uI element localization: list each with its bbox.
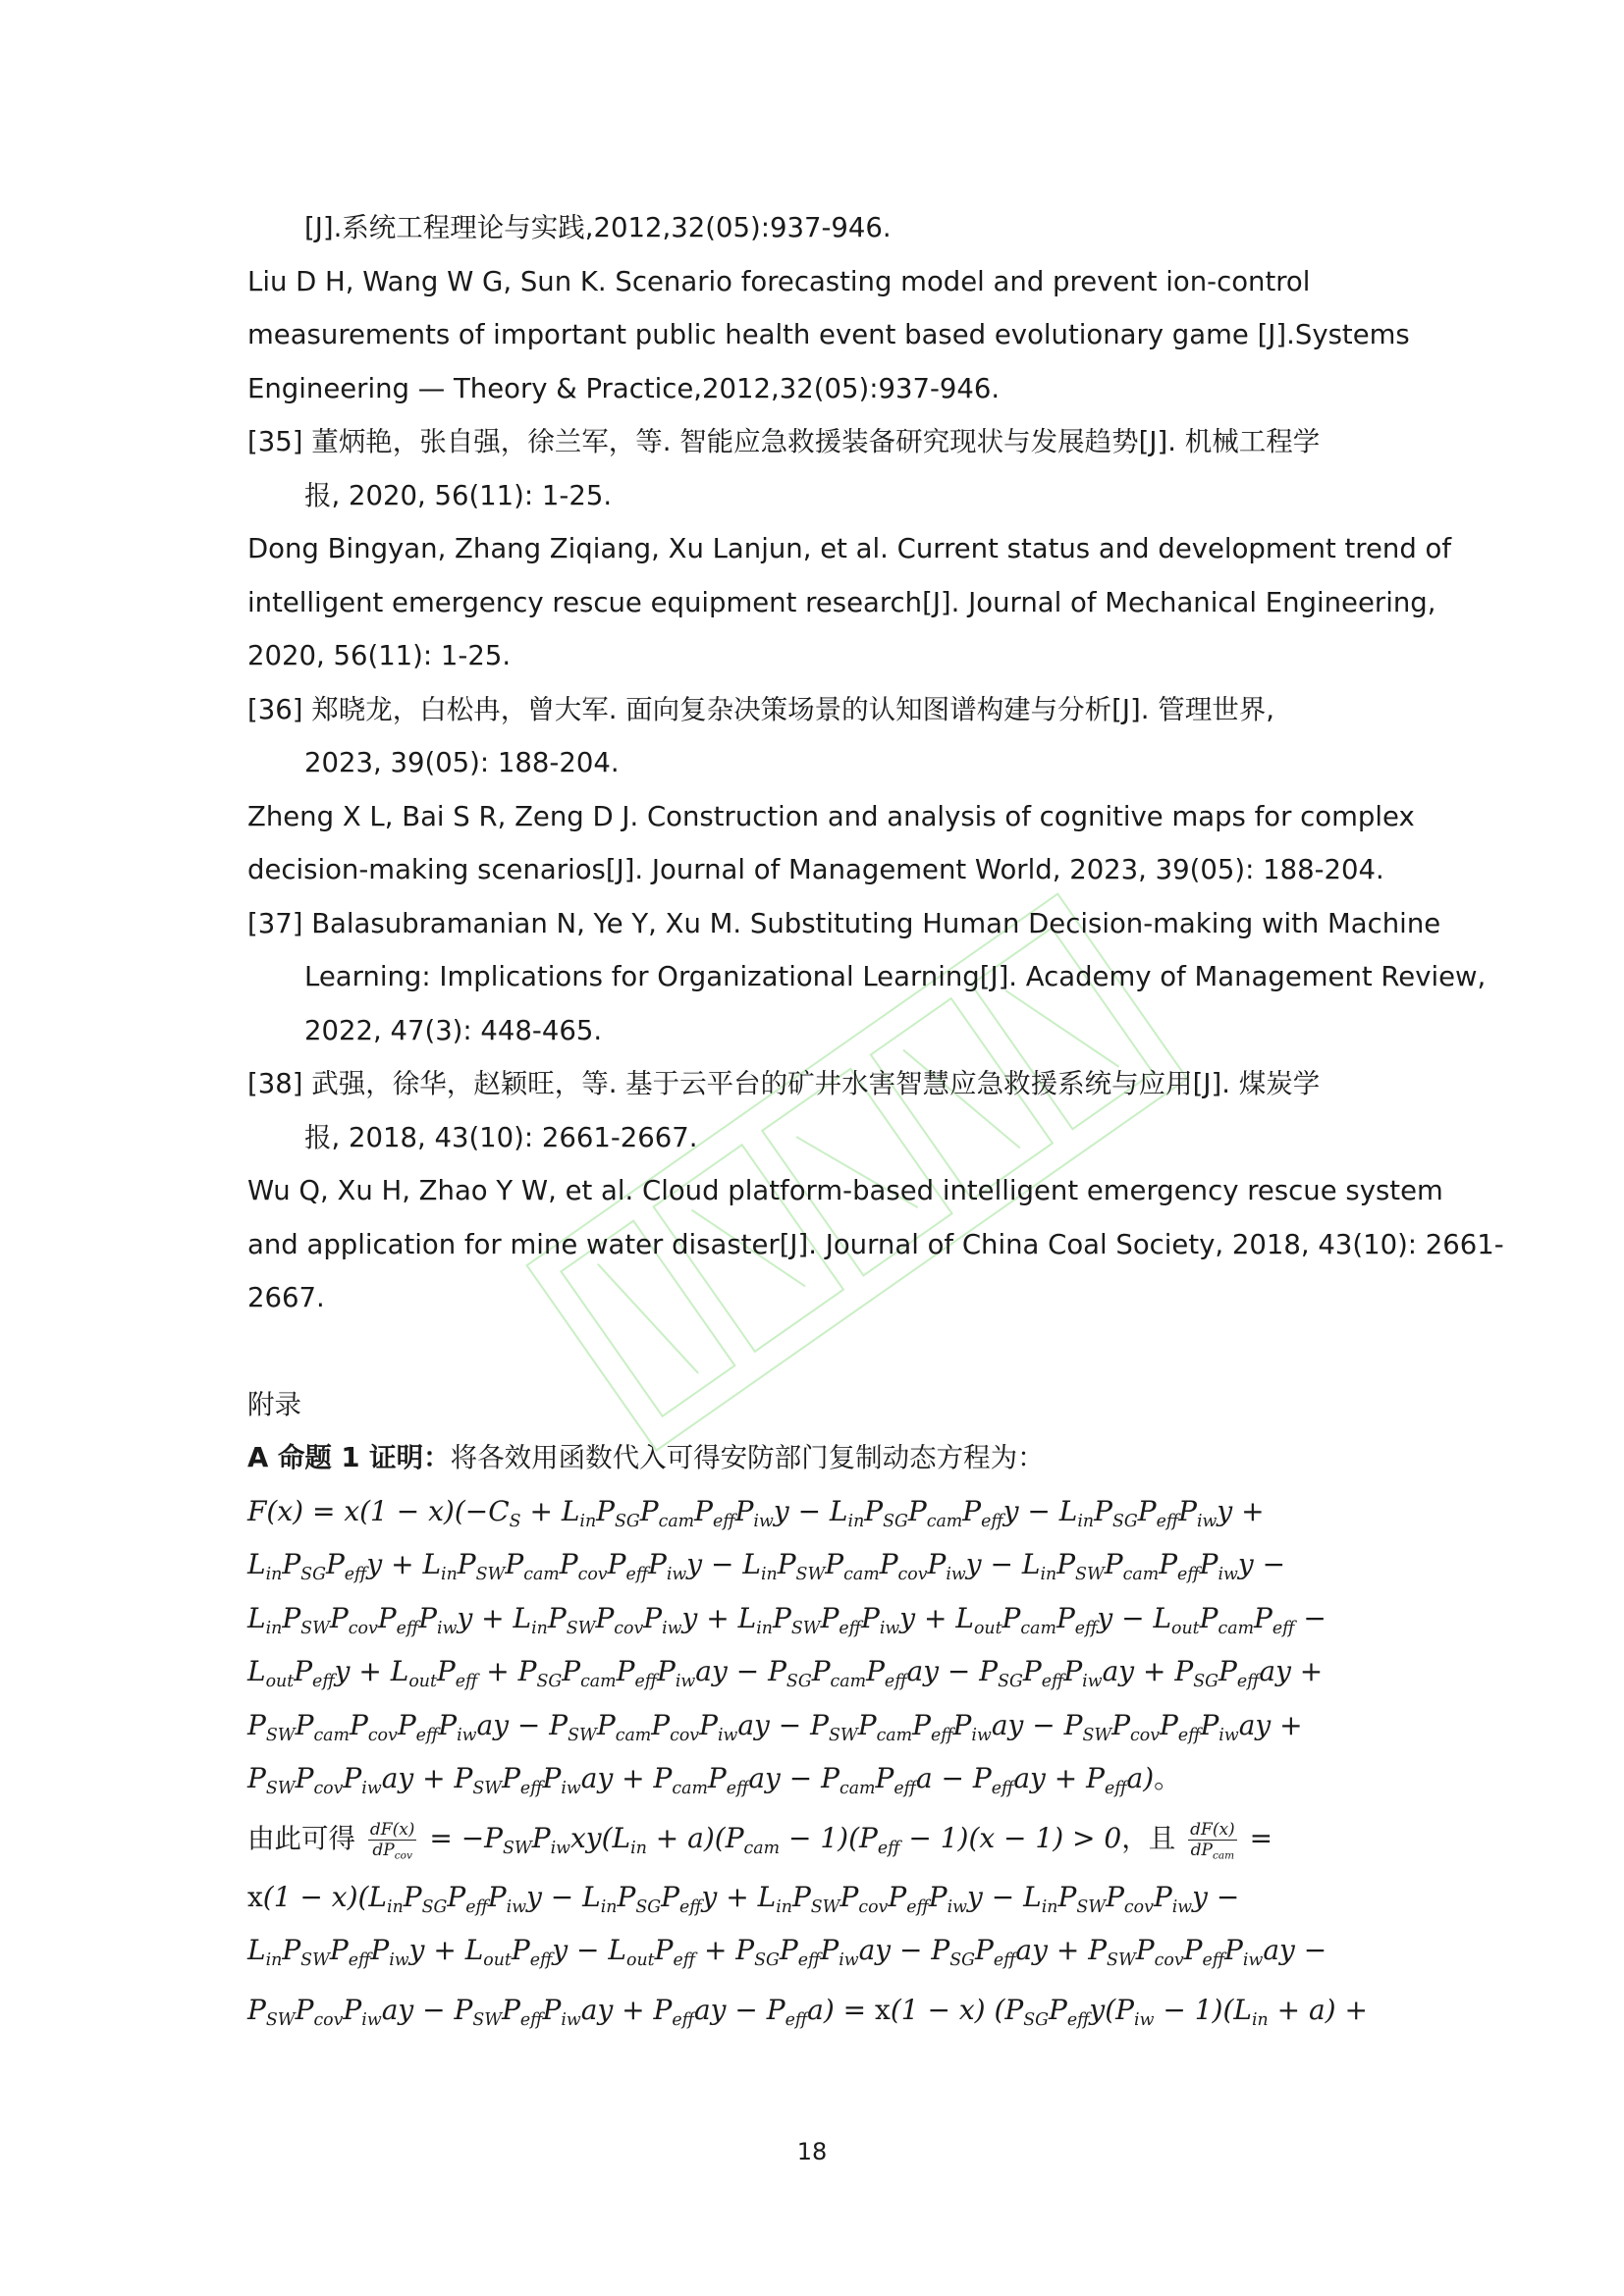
page-content [247, 201, 1504, 2043]
proof-intro [247, 1431, 1386, 1485]
derive-prefix: 由此可得 [247, 1822, 355, 1854]
proof-label: A 命题 1 证明： [247, 1442, 451, 1473]
ref38-en-line1: Wu Q, Xu H, Zhao Y W, et al. Cloud platform-based intelligent emergency rescue system [247, 1175, 1443, 1206]
ref34-en-line2: measurements of important public health event based evolutionary game [J].Systems [247, 319, 1410, 350]
ref38-en-line2: and application for mine water disaster[J]. Journal of China Coal Society, 2018, 43(10): 2661- [247, 1228, 1504, 1260]
derivative-line-4: $P_{SW}P_{cov}P_{iw}ay - P_{SW}P_{eff}P_{iw}ay + P_{eff}ay - P_{eff}a) = x(1 - x)$ ($P_{SG}P_{eff}y(P_{iw} - 1)(L_{in} + a)$ + [247, 1993, 1368, 2030]
derivative-line-3: $L_{in}P_{SW}P_{eff}P_{iw}y + L_{out}P_{eff}y - L_{out}P_{eff} + P_{SG}P_{eff}P_{iw}ay - P_{SG}P_{eff}ay + P_{SW}P_{cov}P_{eff}P_{iw}ay$ − [247, 1934, 1327, 1971]
ref35-en-line3: 2020, 56(11): 1-25. [247, 640, 512, 671]
ref36-en-line2: decision-making scenarios[J]. Journal of Management World, 2023, 39(05): 188-204. [247, 854, 1384, 885]
ref34-en-line1: Liu D H, Wang W G, Sun K. Scenario forecasting model and prevent ion-control [247, 265, 1311, 297]
ref34-continuation: [J].系统工程理论与实践,2012,32(05):937-946. [304, 212, 892, 243]
equation-line-6: $P_{SW}P_{cov}P_{iw}ay + P_{SW}P_{eff}P_{iw}ay + P_{cam}P_{eff}ay - P_{cam}P_{eff}a - P_{eff}ay + P_{eff}a$)。 [247, 1762, 1181, 1799]
derivative-line-1: 由此可得 $\frac{dF(x)}{dP_{cov}}$ = $-P_{SW}P_{iw}xy(L_{in} + a)(P_{cam} - 1)(P_{eff} - 1)(x - 1) > 0$，且 $\frac{dF(x)}{dP_{cam}}$ = [247, 1819, 1273, 1862]
ref38-line1: [38] 武强，徐华，赵颖旺，等. 基于云平台的矿井水害智慧应急救援系统与应用[J]. 煤炭学 [247, 1068, 1321, 1099]
equation-line-2: $L_{in}P_{SG}P_{eff}y + L_{in}P_{SW}P_{cam}P_{cov}P_{eff}P_{iw}y - L_{in}P_{SW}P_{cam}P_{cov}P_{iw}y - L_{in}P_{SW}P_{cam}P_{eff}P_{iw}y$ − [247, 1548, 1286, 1585]
ref36-line1: [36] 郑晓龙，白松冉，曾大军. 面向复杂决策场景的认知图谱构建与分析[J]. 管理世界, [247, 693, 1274, 725]
ref35-line1: [35] 董炳艳，张自强，徐兰军，等. 智能应急救援装备研究现状与发展趋势[J]. 机械工程学 [247, 426, 1321, 457]
ref35-en-line2: intelligent emergency rescue equipment research[J]. Journal of Mechanical Engineering, [247, 586, 1436, 618]
ref37-line3: 2022, 47(3): 448-465. [304, 1014, 603, 1046]
fraction-dF-dPcam: $\frac{dF(x)}{dP_{cam}}$ [1190, 1819, 1235, 1862]
fraction-dF-dPcov: $\frac{dF(x)}{dP_{cov}}$ [369, 1819, 415, 1862]
ref38-en-line3: 2667. [247, 1282, 325, 1313]
and-word: ，且 [1121, 1822, 1176, 1854]
ref37-line2: Learning: Implications for Organizational Learning[J]. Academy of Management Review, [304, 961, 1487, 992]
proof-text: 将各效用函数代入可得安防部门复制动态方程为： [450, 1442, 1045, 1473]
ref38-line2: 报, 2018, 43(10): 2661-2667. [304, 1121, 698, 1153]
equation-line-3: $L_{in}P_{SW}P_{cov}P_{eff}P_{iw}y + L_{in}P_{SW}P_{cov}P_{iw}y + L_{in}P_{SW}P_{eff}P_{iw}y + L_{out}P_{cam}P_{eff}y - L_{out}P_{cam}P_{eff}$ − [247, 1601, 1326, 1638]
ref36-line2: 2023, 39(05): 188-204. [304, 747, 620, 778]
ref35-line2: 报, 2020, 56(11): 1-25. [304, 479, 613, 511]
derivative-line-2: $x(1 - x)(L_{in}P_{SG}P_{eff}P_{iw}y - L_{in}P_{SG}P_{eff}y + L_{in}P_{SW}P_{cov}P_{eff}P_{iw}y - L_{in}P_{SW}P_{cov}P_{iw}y$ − [247, 1880, 1240, 1917]
ref34-en-line3: Engineering — Theory & Practice,2012,32(05):937-946. [247, 372, 1001, 404]
equation-line-4: $L_{out}P_{eff}y + L_{out}P_{eff} + P_{SG}P_{cam}P_{eff}P_{iw}ay - P_{SG}P_{cam}P_{eff}ay - P_{SG}P_{eff}P_{iw}ay + P_{SG}P_{eff}ay$ + [247, 1655, 1324, 1692]
equation-line-1: $F(x) = x(1 - x)(-C_S + L_{in}P_{SG}P_{cam}P_{eff}P_{iw}y - L_{in}P_{SG}P_{cam}P_{eff}y - L_{in}P_{SG}P_{eff}P_{iw}y$ + [247, 1494, 1265, 1531]
page-number: 18 [796, 2138, 828, 2165]
equation-line-5: $P_{SW}P_{cam}P_{cov}P_{eff}P_{iw}ay - P_{SW}P_{cam}P_{cov}P_{iw}ay - P_{SW}P_{cam}P_{eff}P_{iw}ay - P_{SW}P_{cov}P_{eff}P_{iw}ay$ + [247, 1708, 1303, 1745]
appendix-heading: 附录 [247, 1388, 301, 1420]
ref35-en-line1: Dong Bingyan, Zhang Ziqiang, Xu Lanjun, et al. Current status and development trend of [247, 533, 1452, 564]
ref36-en-line1: Zheng X L, Bai S R, Zeng D J. Construction and analysis of cognitive maps for complex [247, 800, 1415, 832]
ref37-line1: [37] Balasubramanian N, Ye Y, Xu M. Substituting Human Decision-making with Machine [247, 907, 1441, 939]
